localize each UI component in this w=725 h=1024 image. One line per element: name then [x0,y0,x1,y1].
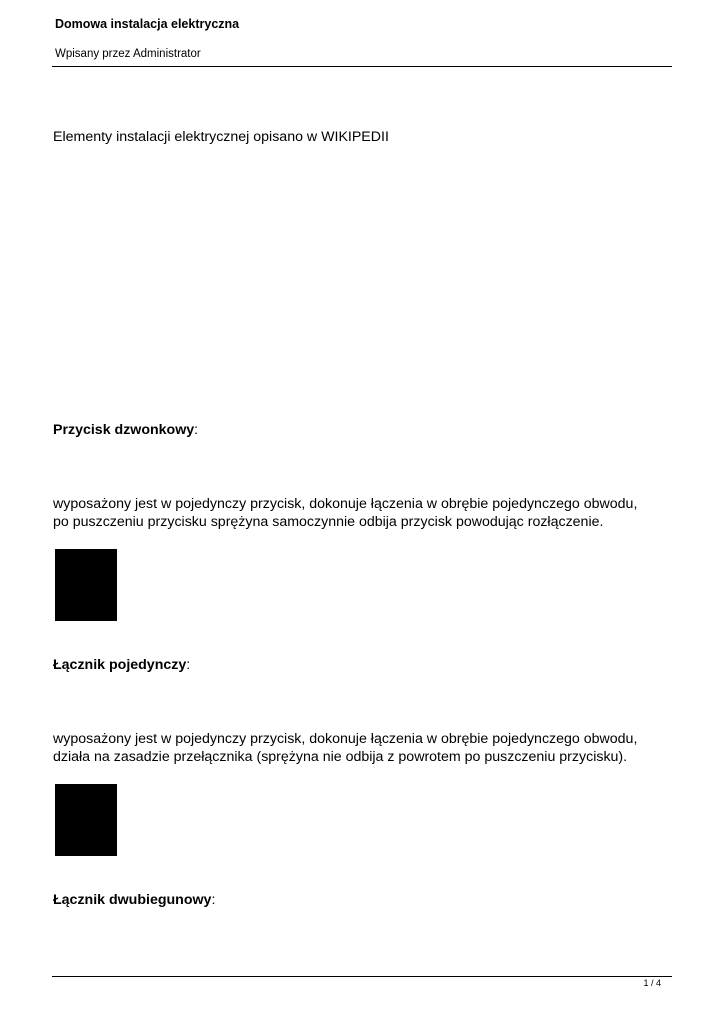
document-title: Domowa instalacja elektryczna [55,17,240,31]
footer-divider [52,976,672,977]
section-text-line: wyposażony jest w pojedynczy przycisk, dokonuje łączenia w obrębie pojedynczego obwodu, [53,731,638,747]
section-heading-lacznik-pojedynczy [53,655,190,675]
section-text-line: wyposażony jest w pojedynczy przycisk, dokonuje łączenia w obrębie pojedynczego obwodu, [53,496,638,512]
section-text-line: po puszczeniu przycisku sprężyna samoczynnie odbija przycisk powodując rozłączenie. [53,514,604,530]
section-heading-text: Łącznik dwubiegunowy [53,892,212,908]
section-heading-lacznik-dwubiegunowy [53,890,215,910]
section-heading-text: Przycisk dzwonkowy [53,422,195,438]
section-heading-text: Łącznik pojedynczy [53,657,187,673]
heading-colon: : [194,422,199,438]
lacznik-pojedynczy-image [55,784,117,856]
section-text-line: działa na zasadzie przełącznika (sprężyna nie odbija z powrotem po puszczeniu przycisku). [53,749,628,765]
header-divider [52,66,672,67]
intro-paragraph: Elementy instalacji elektrycznej opisano w WIKIPEDII [53,129,389,145]
document-author: Wpisany przez Administrator [55,48,201,60]
page-number: 1 / 4 [643,978,661,988]
przycisk-dzwonkowy-image [55,549,117,621]
heading-colon: : [211,892,216,908]
section-heading-przycisk-dzwonkowy [53,420,198,440]
heading-colon: : [186,657,191,673]
